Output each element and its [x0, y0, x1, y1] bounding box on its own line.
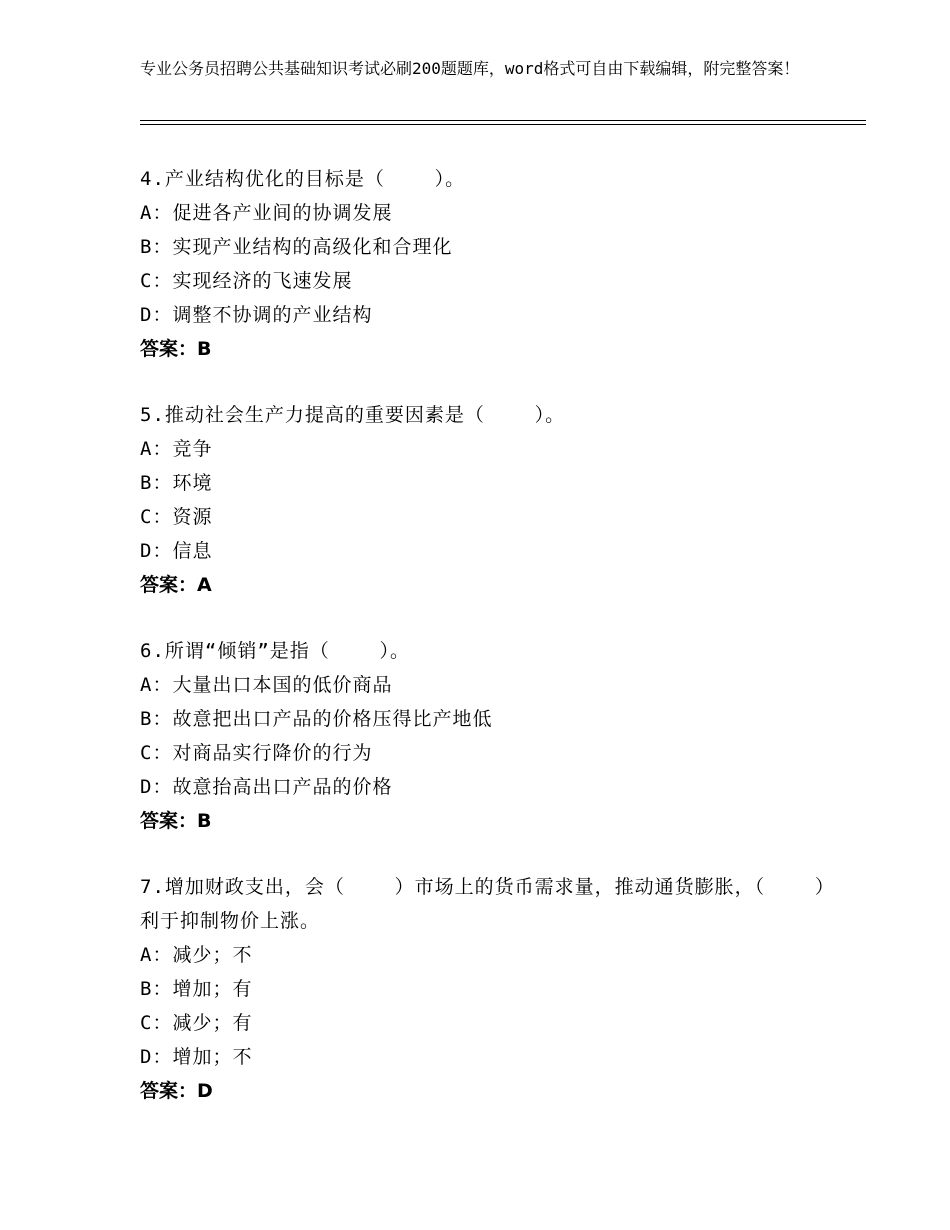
option-c: C：对商品实行降价的行为 [140, 742, 373, 764]
answer: 答案：A [140, 574, 212, 596]
option-a: A：竞争 [140, 438, 213, 460]
question-stem: 7.增加财政支出，会（ ）市场上的货币需求量，推动通货膨胀，（ ）利于抑制物价上涨。 [140, 876, 835, 932]
question-stem: 4.产业结构优化的目标是（ ）。 [140, 168, 466, 190]
answer: 答案：B [140, 338, 212, 360]
option-d: D：增加；不 [140, 1046, 253, 1068]
question-6 [140, 634, 840, 838]
option-d: D：信息 [140, 540, 213, 562]
answer: 答案：D [140, 1080, 213, 1102]
header-divider [140, 120, 866, 125]
option-a: A：促进各产业间的协调发展 [140, 202, 393, 224]
option-a: A：减少；不 [140, 944, 253, 966]
option-a: A：大量出口本国的低价商品 [140, 674, 393, 696]
option-c: C：资源 [140, 506, 213, 528]
question-5 [140, 398, 840, 602]
document-header [140, 58, 830, 80]
option-c: C：减少；有 [140, 1012, 253, 1034]
question-4 [140, 162, 840, 366]
question-list [140, 162, 840, 1140]
header-text: 专业公务员招聘公共基础知识考试必刷200题题库，word格式可自由下载编辑，附完整答案！ [140, 59, 800, 78]
option-b: B：故意把出口产品的价格压得比产地低 [140, 708, 493, 730]
option-b: B：增加；有 [140, 978, 253, 1000]
question-7 [140, 870, 840, 1108]
answer: 答案：B [140, 810, 212, 832]
question-stem: 6.所谓“倾销”是指（ ）。 [140, 640, 411, 662]
option-b: B：实现产业结构的高级化和合理化 [140, 236, 453, 258]
question-stem: 5.推动社会生产力提高的重要因素是（ ）。 [140, 404, 566, 426]
option-d: D：调整不协调的产业结构 [140, 304, 373, 326]
option-c: C：实现经济的飞速发展 [140, 270, 353, 292]
option-d: D：故意抬高出口产品的价格 [140, 776, 393, 798]
option-b: B：环境 [140, 472, 213, 494]
